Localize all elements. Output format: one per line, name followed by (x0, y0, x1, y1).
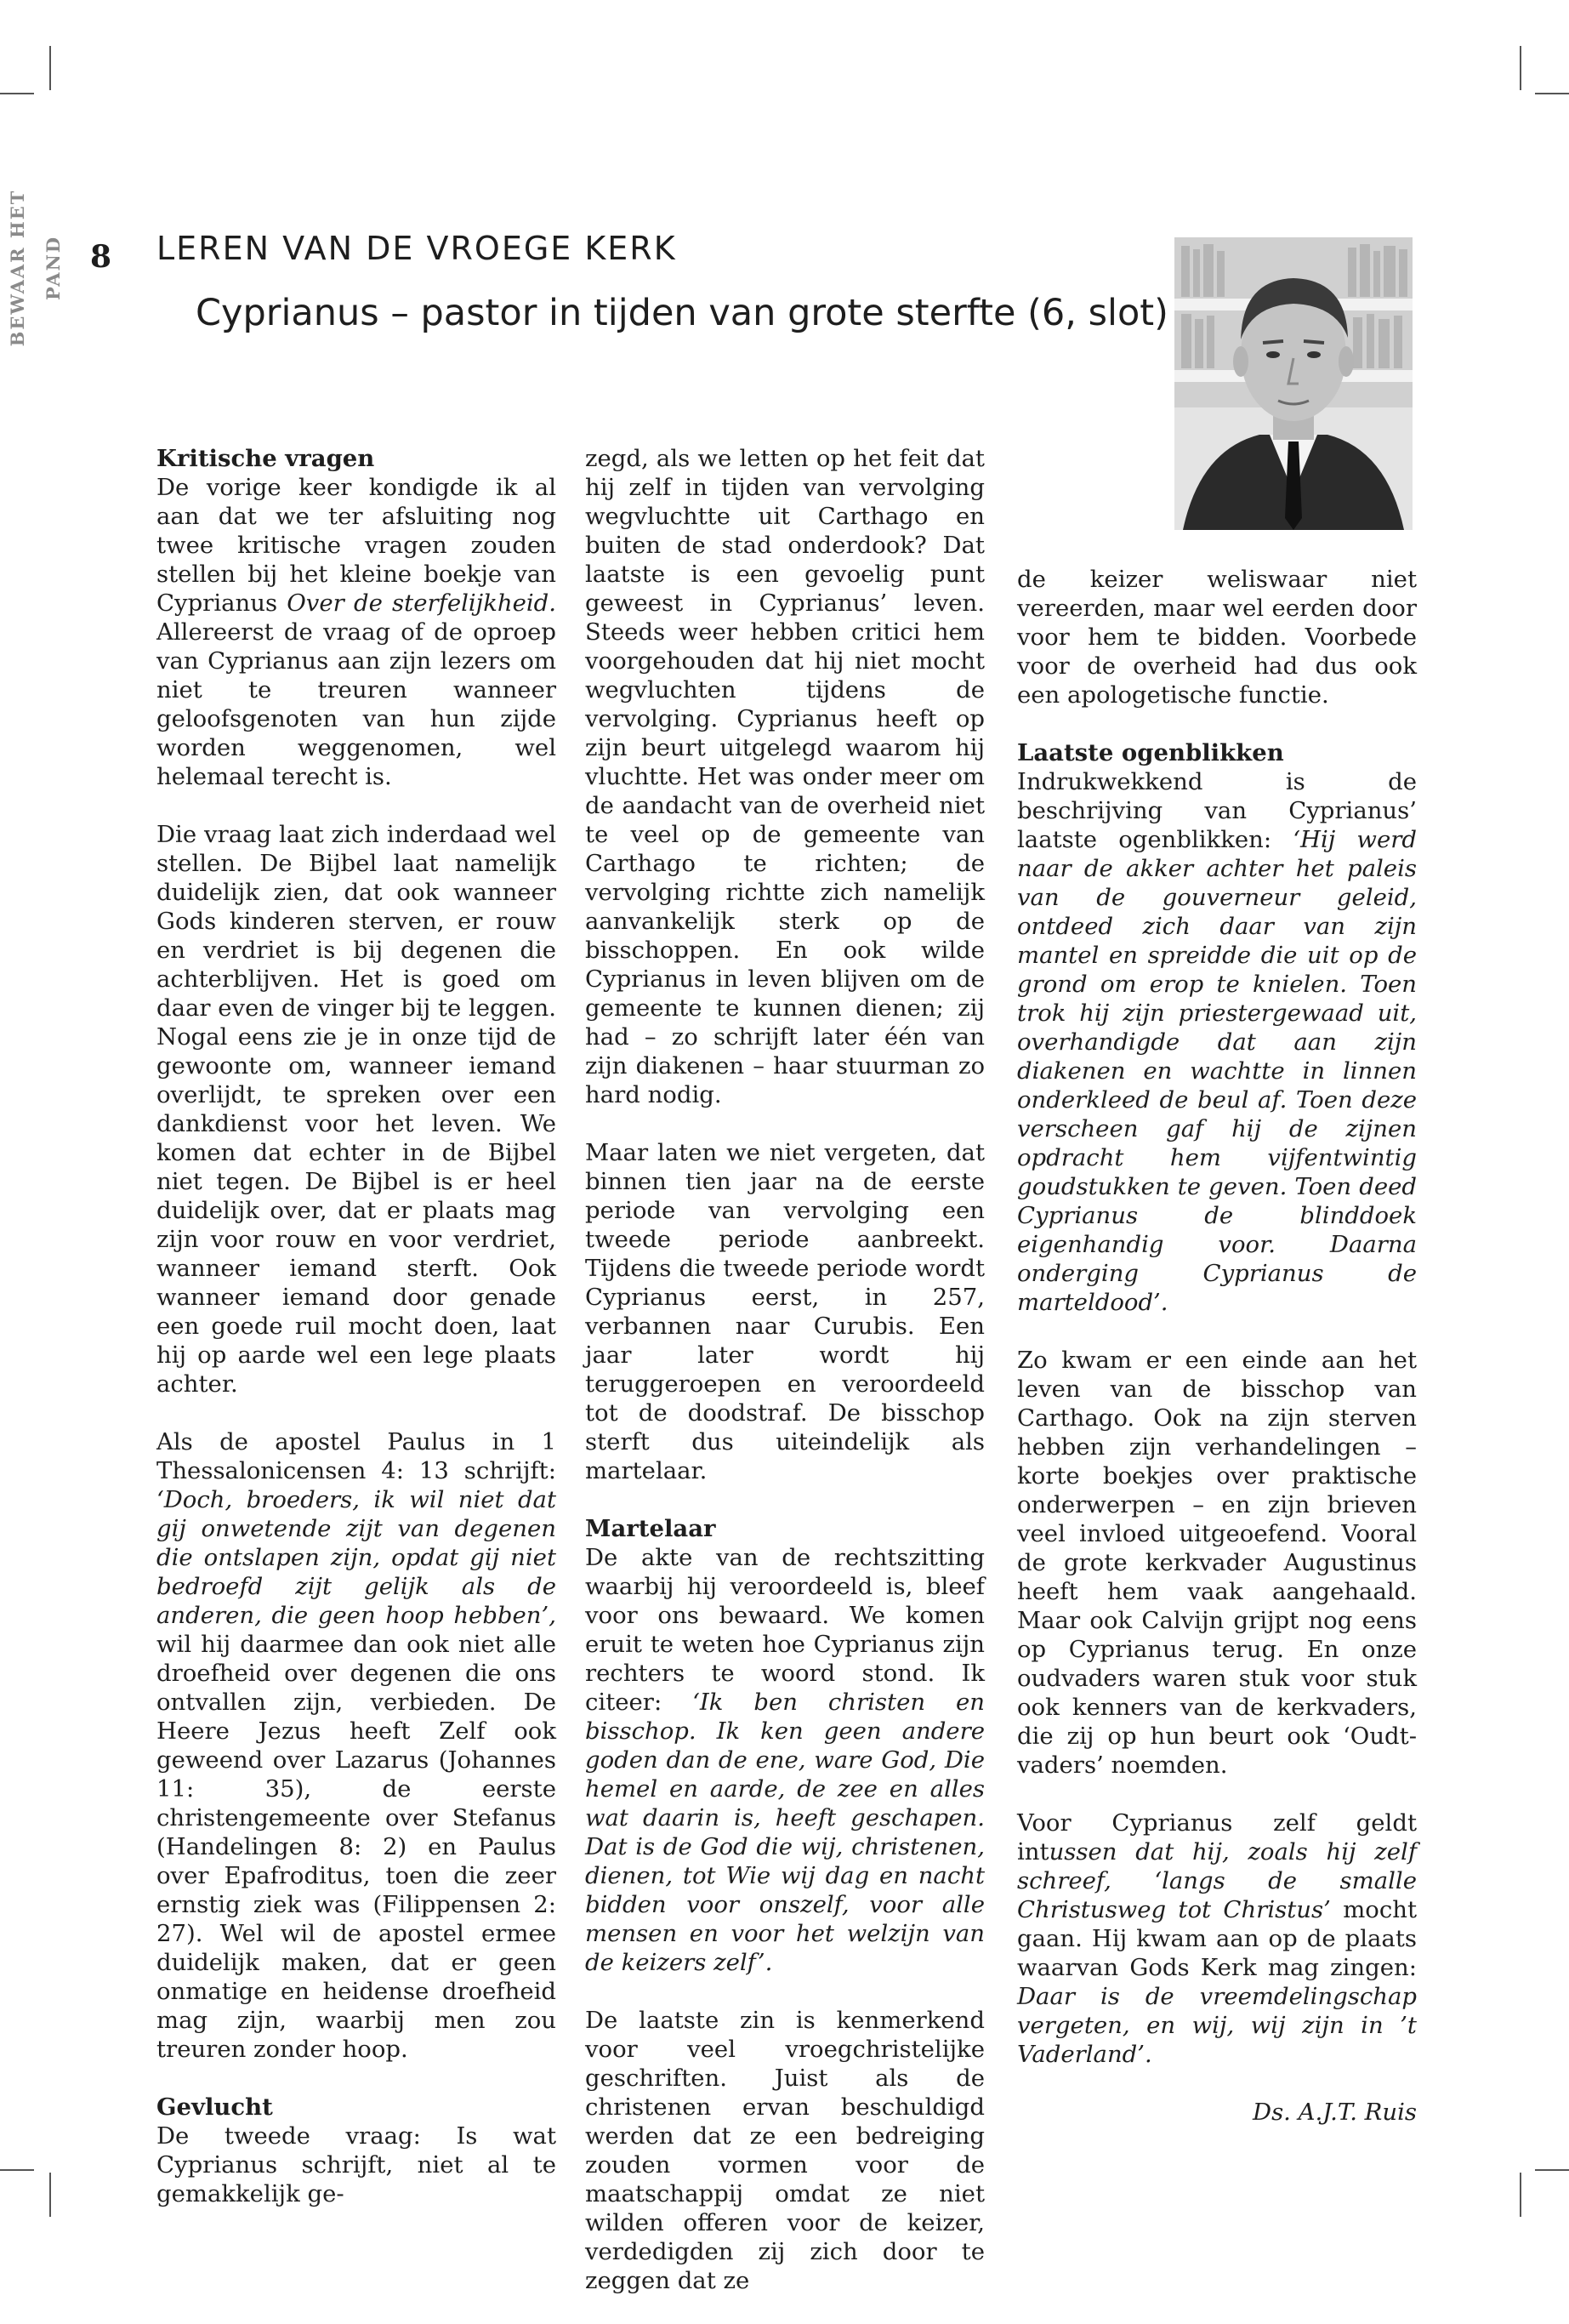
paragraph: de keizer weliswaar niet vereerden, maar wel eerden door voor hem te bidden. Voorbede voor de overheid had dus ook een apologetische functie. (1017, 566, 1417, 709)
paragraph: Die vraag laat zich inderdaad wel stellen. De Bijbel laat namelijk duidelijk zien, dat ook wanneer Gods kinderen sterven, er rouw en verdriet is bij degenen die achterblijven. Het is goed om daar even de vinger bij te leggen. Nogal eens zie je in onze tijd de gewoonte om, wanneer iemand overlijdt, te spreken over een dankdienst voor het leven. We komen dat echter in de Bijbel niet tegen. De Bijbel is er heel duidelijk over, dat er plaats mag zijn voor rouw en voor verdriet, wanneer iemand sterft. Ook wanneer iemand door genade een goede ruil mocht doen, laat hij op aarde wel een lege plaats achter. (156, 821, 556, 1398)
crop-mark (49, 46, 51, 90)
column-2 (585, 444, 985, 2324)
text: wil hij daarmee dan ook niet alle droefheid over degenen die ons ontvallen zijn, verbieden. De Heere Jezus heeft Zelf ook geweend over Lazarus (Johannes 11: 35), de eerste christengemeente over Stefanus (Handelingen 8: 2) en Paulus over Epafroditus, toen die zeer ernstig ziek was (Filippensen 2: 27). Wel wil de apostel ermee duidelijk maken, dat er geen onmatige en heidense droefheid mag zijn, waarbij men zou treuren zonder hoop. (156, 1631, 556, 2063)
column-3 (1017, 565, 1417, 2156)
page-number: 8 (90, 239, 112, 275)
crop-mark (0, 2169, 34, 2171)
text-italic: ‘Doch, broeders, ik wil niet dat gij onwetende zijt van degenen die ontslapen zijn, opdat gij niet bedroefd zijt gelijk als de anderen, die geen hoop hebben’, (156, 1486, 556, 1629)
crop-mark (0, 93, 34, 94)
paragraph: De laatste zin is kenmerkend voor veel vroegchristelijke geschriften. Juist als de christenen ervan beschuldigd werden dat ze een bedreiging zouden vormen voor de maatschappij omdat ze niet wilden offeren voor de keizer, verdedigden zij zich door te zeggen dat ze (585, 2007, 985, 2294)
heading-laatste-ogenblikken: Laatste ogenblikken (1017, 739, 1284, 766)
heading-gevlucht: Gevlucht (156, 2093, 273, 2121)
running-title-text: BEWAAR HET PAND (7, 189, 64, 347)
crop-mark (1520, 46, 1521, 90)
text-italic: ‘Ik ben christen en bisschop. Ik ken geen andere goden dan de ene, ware God, Die hemel en aarde, de zee en alles wat daarin is, heeft geschapen. Dat is de God die wij, christenen, dienen, tot Wie wij dag en nacht bidden voor onszelf, voor alle mensen en voor het welzijn van de keizers zelf’. (585, 1689, 985, 1976)
paragraph: De tweede vraag: Is wat Cyprianus schrijft, niet al te gemakkelijk ge- (156, 2122, 556, 2207)
text-italic: Daar is de vreemdelingschap vergeten, en wij, wij zijn in ’t Vaderland’. (1017, 1983, 1417, 2068)
portrait-image (1174, 237, 1413, 530)
text-italic: Over de sterfelijkheid. (287, 590, 556, 617)
heading-kritische-vragen: Kritische vragen (156, 445, 375, 472)
column-1 (156, 444, 556, 2237)
author-photo (1174, 237, 1413, 530)
article-title: Cyprianus – pastor in tijden van grote sterfte (6, slot) (196, 292, 1168, 334)
text: De vorige keer kondigde ik al aan dat we ter afsluiting nog twee kritische vragen zouden stellen bij het kleine boekje van Cyprianus (156, 474, 556, 617)
text-italic: ussen dat hij, zoals hij zelf schreef, ‘langs de smalle Christusweg tot Christus’ (1017, 1838, 1417, 1923)
text: Allereerst de vraag of de oproep van Cyprianus aan zijn lezers om niet te treuren wanneer geloofsgenoten van hun zijde worden weggenomen, wel helemaal terecht is. (156, 618, 556, 790)
text: Indrukwekkend is de beschrijving van Cyprianus’ laatste ogenblikken: (1017, 768, 1417, 853)
paragraph (585, 1543, 985, 1977)
section-label: LEREN VAN DE VROEGE KERK (156, 230, 677, 267)
paragraph (1017, 767, 1417, 1317)
text: Als de apostel Paulus in 1 Thessalonicensen 4: 13 schrijft: (156, 1428, 556, 1484)
text-italic: ‘Hij werd naar de akker achter het paleis van de gouverneur geleid, ontdeed zich daar van zijn mantel en spreidde die uit op de grond om erop te knielen. Toen trok hij zijn priestergewaad uit, overhandigde dat aan zijn diakenen en wachtte in linnen onderkleed de beul af. Toen deze verscheen gaf hij de zijnen opdracht hem vijfentwintig goudstukken te geven. Toen deed Cyprianus de blinddoek eigenhandig voor. Daarna onderging Cyprianus de marteldood’. (1017, 826, 1417, 1316)
heading-martelaar: Martelaar (585, 1515, 716, 1542)
crop-mark (49, 2173, 51, 2217)
text: mocht gaan. Hij kwam aan op de plaats waarvan Gods Kerk mag zingen: (1017, 1896, 1417, 1981)
paragraph (1017, 1809, 1417, 2069)
crop-mark (1535, 2169, 1569, 2171)
paragraph: Maar laten we niet vergeten, dat binnen tien jaar na de eerste periode van vervolging een tweede periode aanbreekt. Tijdens die tweede periode wordt Cyprianus eerst, in 257, verbannen naar Curubis. Een jaar later wordt hij teruggeroepen en veroordeeld tot de doodstraf. De bisschop sterft dus uiteindelijk als martelaar. (585, 1139, 985, 1484)
author-signature: Ds. A.J.T. Ruis (1253, 2099, 1417, 2126)
text: Voor Cyprianus zelf geldt int (1017, 1809, 1417, 1865)
crop-mark (1520, 2173, 1521, 2217)
text: De akte van de rechtszitting waarbij hij veroordeeld is, bleef voor ons bewaard. We komen eruit te weten hoe Cyprianus zijn rechters te woord stond. Ik citeer: (585, 1544, 985, 1716)
paragraph (156, 473, 556, 791)
paragraph: zegd, als we letten op het feit dat hij zelf in tijden van vervolging wegvluchtte uit Carthago en buiten de stad onderdook? Dat laatste is een gevoelig punt geweest in Cyprianus’ leven. Steeds weer hebben critici hem voorgehouden dat hij niet mocht wegvluchten tijdens de vervolging. Cyprianus heeft op zijn beurt uitgelegd waarom hij vluchtte. Het was onder meer om de aandacht van de overheid niet te veel op de gemeente van Carthago te richten; de vervolging richtte zich namelijk aanvankelijk sterk op de bisschoppen. En ook wilde Cyprianus in leven blijven om de gemeente te kunnen dienen; zij had – zo schrijft later één van zijn diakenen – haar stuurman zo hard nodig. (585, 445, 985, 1108)
crop-mark (1535, 93, 1569, 94)
paragraph (156, 1427, 556, 2064)
running-title (1, 170, 64, 366)
paragraph: Zo kwam er een einde aan het leven van de bisschop van Carthago. Ook na zijn sterven hebben zijn verhandelingen – korte boekjes over praktische onderwerpen – en zijn brieven veel invloed uitgeoefend. Vooral de grote kerkvader Augustinus heeft hem vaak aangehaald. Maar ook Calvijn grijpt nog eens op Cyprianus terug. En onze oudvaders waren stuk voor stuk ook kenners van de kerkvaders, die zij op hun beurt ook ‘Oudt-vaders’ noemden. (1017, 1347, 1417, 1779)
